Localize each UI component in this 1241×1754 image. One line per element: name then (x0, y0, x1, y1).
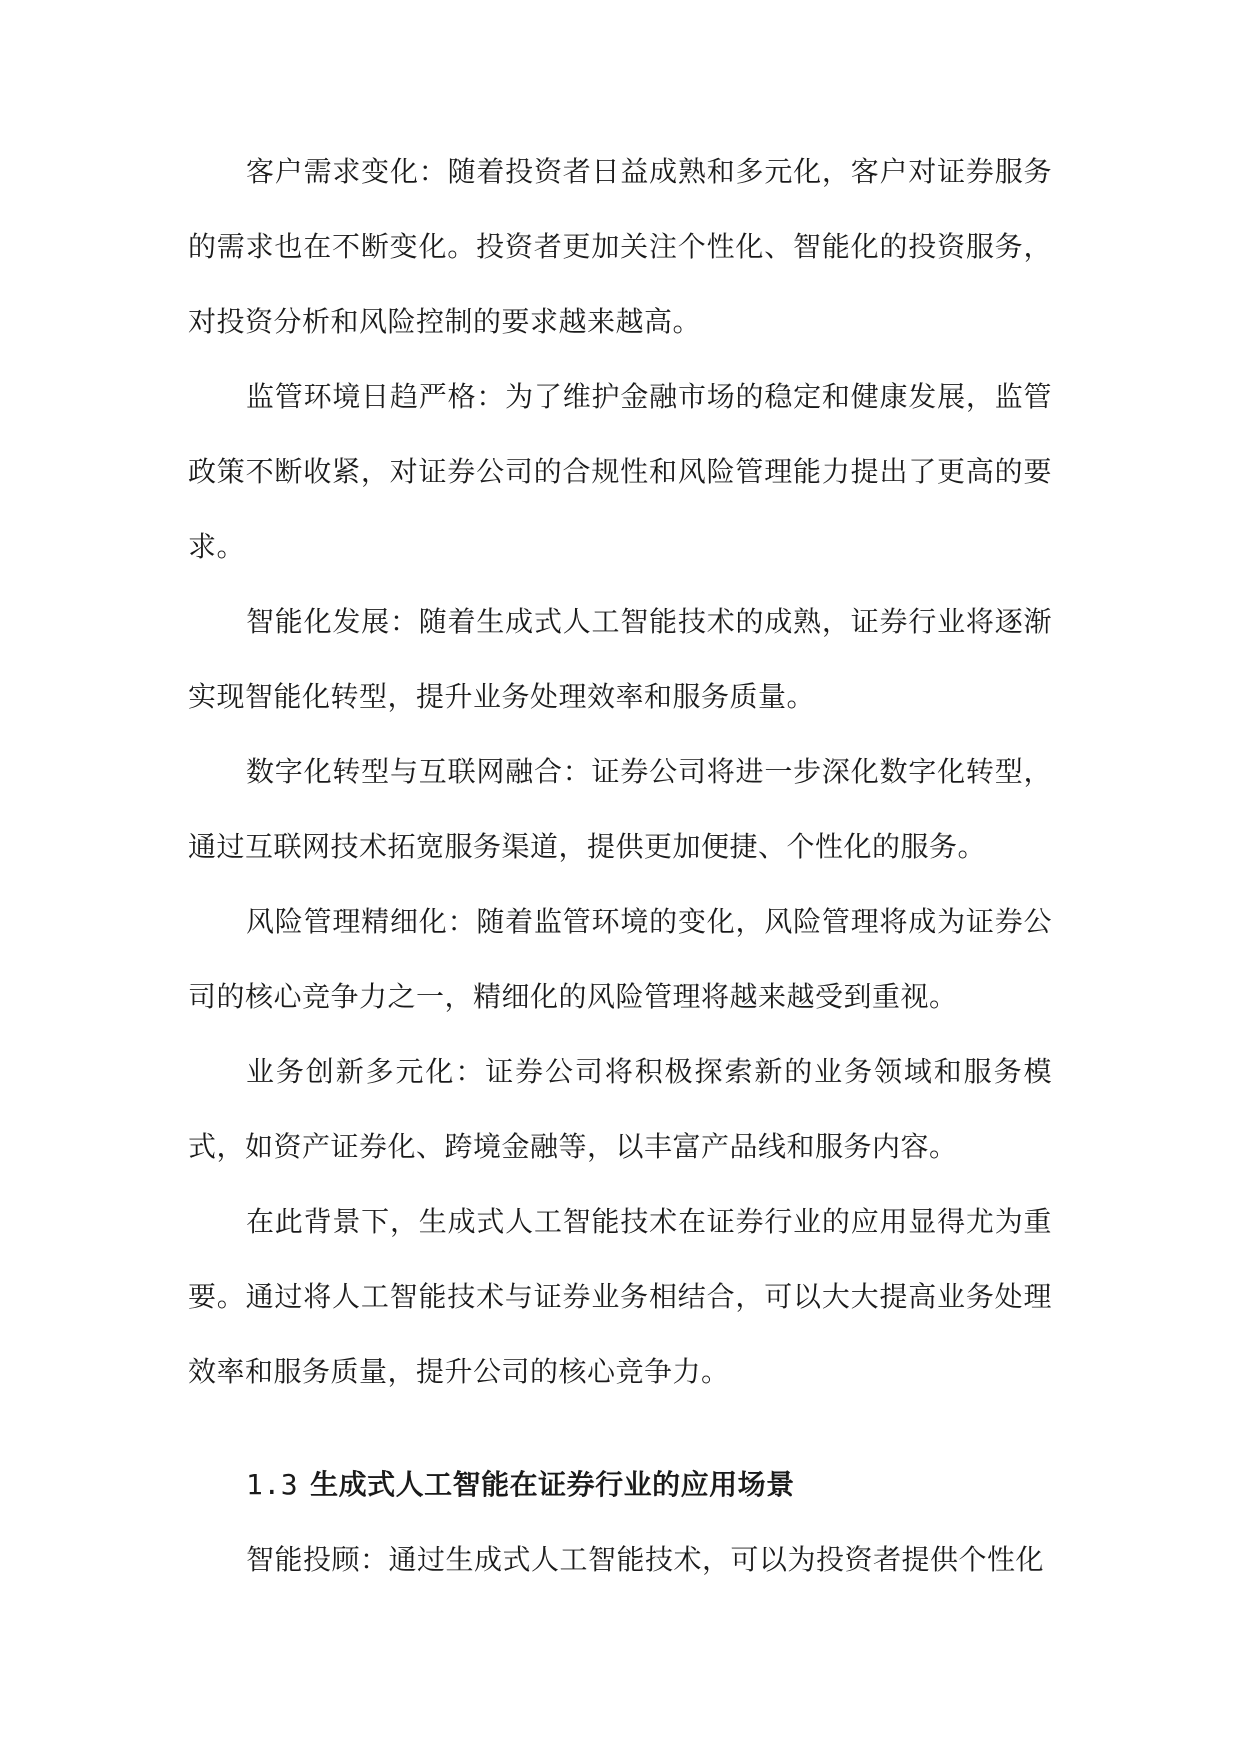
paragraph-customer-demand: 客户需求变化：随着投资者日益成熟和多元化，客户对证券服务的需求也在不断变化。投资者更加关注个性化、智能化的投资服务，对投资分析和风险控制的要求越来越高。 (188, 155, 1052, 338)
paragraph-background-summary: 在此背景下，生成式人工智能技术在证券行业的应用显得尤为重要。通过将人工智能技术与证券业务相结合，可以大大提高业务处理效率和服务质量，提升公司的核心竞争力。 (188, 1205, 1052, 1388)
page-content (188, 134, 1052, 1597)
section-heading (188, 1447, 1052, 1522)
paragraph-regulation: 监管环境日趋严格：为了维护金融市场的稳定和健康发展，监管政策不断收紧，对证券公司的合规性和风险管理能力提出了更高的要求。 (188, 380, 1052, 563)
section-number: 1.3 (246, 1468, 299, 1501)
paragraph-risk-management: 风险管理精细化：随着监管环境的变化，风险管理将成为证券公司的核心竞争力之一，精细化的风险管理将越来越受到重视。 (188, 905, 1052, 1013)
paragraph-smart-advisor: 智能投顾：通过生成式人工智能技术，可以为投资者提供个性化 (246, 1543, 1045, 1576)
paragraph-intelligent-development: 智能化发展：随着生成式人工智能技术的成熟，证券行业将逐渐实现智能化转型，提升业务处理效率和服务质量。 (188, 605, 1052, 713)
section-title: 生成式人工智能在证券行业的应用场景 (310, 1468, 795, 1501)
paragraph-digital-transformation: 数字化转型与互联网融合：证券公司将进一步深化数字化转型，通过互联网技术拓宽服务渠道，提供更加便捷、个性化的服务。 (188, 755, 1052, 863)
paragraph-business-innovation: 业务创新多元化：证券公司将积极探索新的业务领域和服务模式，如资产证券化、跨境金融等，以丰富产品线和服务内容。 (188, 1055, 1052, 1163)
